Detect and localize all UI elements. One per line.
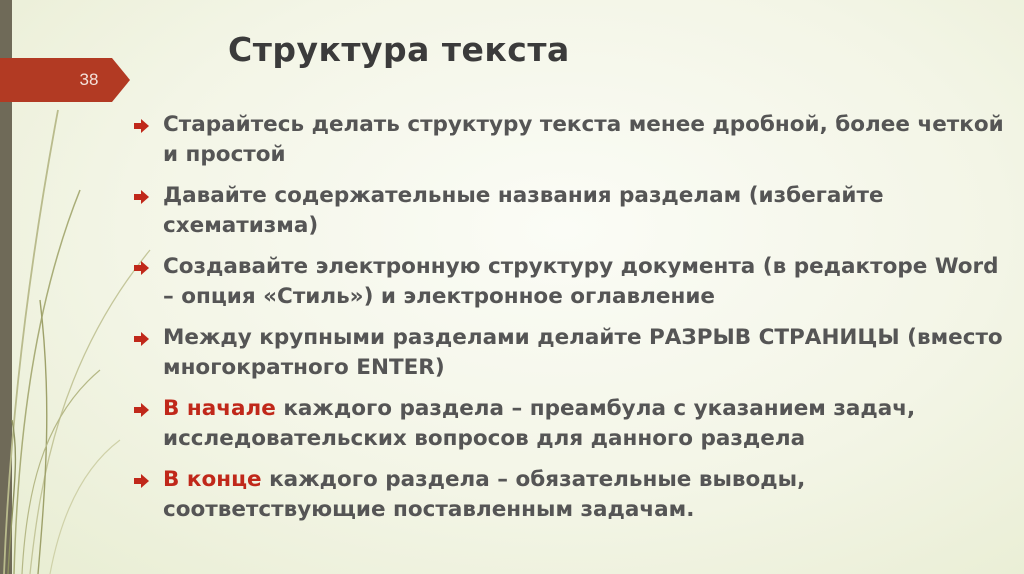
arrow-bullet-icon <box>134 261 149 275</box>
bullet-item <box>134 323 1004 383</box>
bullet-body: Старайтесь делать структуру текста менее дробной, более четкой и простой <box>163 112 1004 167</box>
bullet-body: Давайте содержательные названия разделам (избегайте схематизма) <box>163 183 884 238</box>
bullet-item <box>134 252 1004 312</box>
bullet-text <box>163 465 1004 525</box>
bullet-body: Между крупными разделами делайте РАЗРЫВ СТРАНИЦЫ (вместо многократного ENTER) <box>163 325 1003 380</box>
arrow-bullet-icon <box>134 474 149 488</box>
bullet-highlight: В начале <box>163 396 276 421</box>
bullet-item <box>134 181 1004 241</box>
bullet-text <box>163 323 1004 383</box>
bullet-body: каждого раздела – обязательные выводы, соответствующие поставленным задачам. <box>163 467 806 522</box>
arrow-bullet-icon <box>134 332 149 346</box>
slide-title: Структура текста <box>228 30 570 69</box>
arrow-bullet-icon <box>134 119 149 133</box>
bullet-body: Создавайте электронную структуру документа (в редакторе Word – опция «Стиль») и электронное оглавление <box>163 254 999 309</box>
bullet-item <box>134 465 1004 525</box>
bullet-text <box>163 394 1004 454</box>
bullet-body: каждого раздела – преамбула с указанием задач, исследовательских вопросов для данного раздела <box>163 396 916 451</box>
bullet-highlight: В конце <box>163 467 262 492</box>
arrow-bullet-icon <box>134 190 149 204</box>
bullet-item <box>134 394 1004 454</box>
bullet-list <box>134 110 1004 536</box>
bullet-text <box>163 181 1004 241</box>
slide-number: 38 <box>79 70 99 89</box>
arrow-bullet-icon <box>134 403 149 417</box>
bullet-text <box>163 110 1004 170</box>
bullet-text <box>163 252 1004 312</box>
bullet-item <box>134 110 1004 170</box>
